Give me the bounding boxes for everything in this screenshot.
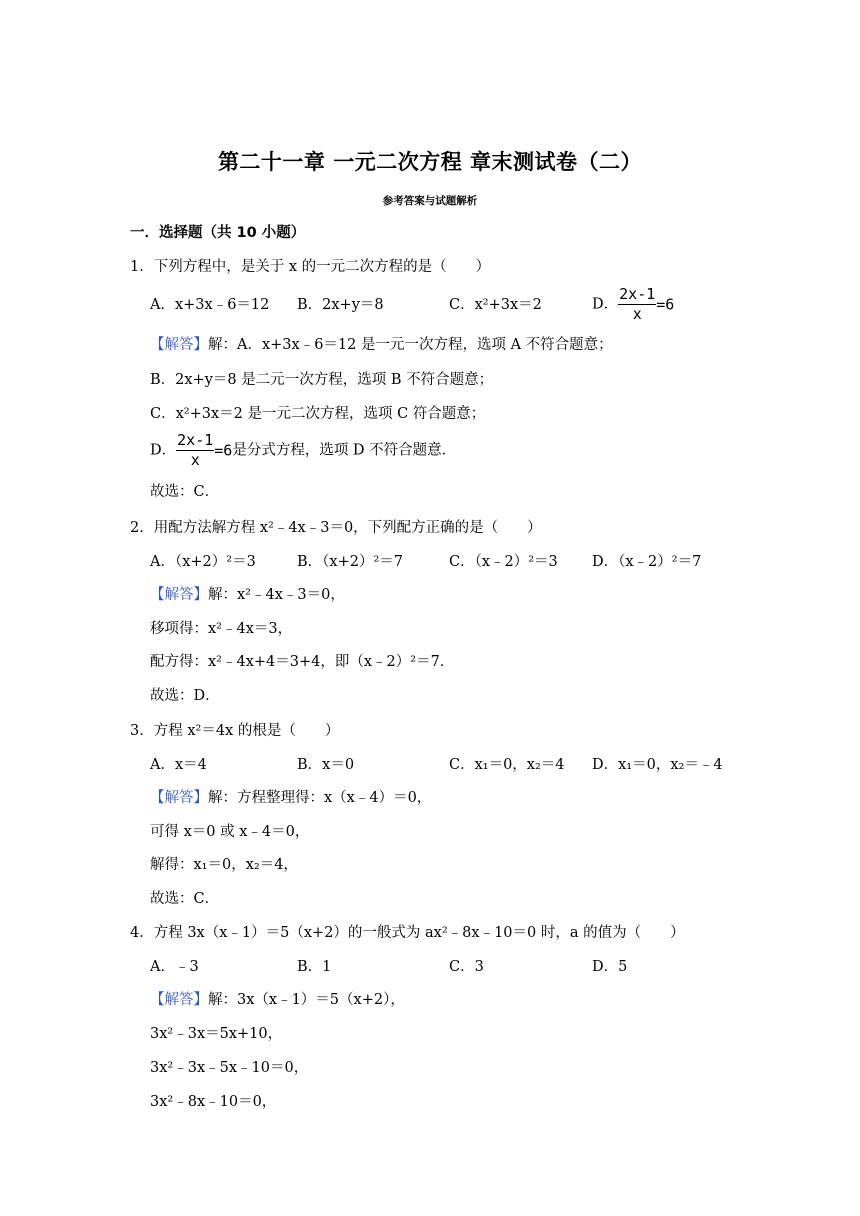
q2-option-b: B．（x+2）²＝7 bbox=[297, 554, 403, 570]
answer-tag: 【解答】 bbox=[150, 587, 208, 603]
answer-tag: 【解答】 bbox=[150, 992, 208, 1008]
q1-conclusion: 故选：C． bbox=[150, 484, 220, 500]
q2-solution-line-2: 移项得：x²﹣4x＝3， bbox=[150, 621, 293, 637]
q2-solution-line-1 bbox=[150, 585, 345, 605]
q1-solution-line-3: C．x²+3x＝2 是一元二次方程，选项 C 符合题意； bbox=[150, 406, 486, 422]
q3-option-b: B．x＝0 bbox=[297, 757, 355, 773]
q2-conclusion: 故选：D． bbox=[150, 688, 220, 704]
solution-text: 解：A．x+3x﹣6＝12 是一元一次方程，选项 A 不符合题意； bbox=[208, 337, 613, 353]
solution-text: 解：x²﹣4x﹣3＝0， bbox=[208, 587, 345, 603]
q1-solution-line-1 bbox=[150, 335, 613, 355]
question-4: 4．方程 3x（x﹣1）＝5（x+2）的一般式为 ax²﹣8x﹣10＝0 时，a 的值为（ ） bbox=[130, 925, 685, 941]
q3-option-d: D．x₁＝0，x₂＝﹣4 bbox=[592, 757, 723, 773]
solution-text: 是分式方程，选项 D 不符合题意． bbox=[232, 442, 457, 459]
q1-option-b: B．2x+y＝8 bbox=[297, 297, 384, 313]
q4-solution-line-3: 3x²﹣3x﹣5x﹣10＝0， bbox=[150, 1060, 309, 1076]
q4-solution-line-1 bbox=[150, 990, 405, 1010]
fraction-equals: =6 bbox=[214, 441, 233, 460]
q2-option-d: D．（x﹣2）²＝7 bbox=[592, 554, 702, 570]
fraction bbox=[176, 432, 214, 469]
q3-option-c: C．x₁＝0，x₂＝4 bbox=[449, 757, 565, 773]
section-heading: 一．选择题（共 10 小题） bbox=[130, 225, 306, 241]
question-1: 1．下列方程中，是关于 x 的一元二次方程的是（ ） bbox=[130, 259, 491, 275]
q4-option-d: D．5 bbox=[592, 959, 628, 975]
question-3: 3．方程 x²＝4x 的根是（ ） bbox=[130, 723, 340, 739]
fraction-denominator: x bbox=[632, 305, 642, 323]
fraction-denominator: x bbox=[190, 451, 200, 469]
fraction bbox=[618, 286, 656, 323]
solution-text: 解：方程整理得：x（x﹣4）＝0， bbox=[208, 790, 432, 806]
solution-text: 解：3x（x﹣1）＝5（x+2）， bbox=[208, 992, 405, 1008]
answer-tag: 【解答】 bbox=[150, 790, 208, 806]
document-subtitle: 参考答案与试题解析 bbox=[382, 195, 478, 207]
q4-solution-line-2: 3x²﹣3x＝5x+10， bbox=[150, 1026, 283, 1042]
question-2: 2．用配方法解方程 x²﹣4x﹣3＝0，下列配方正确的是（ ） bbox=[130, 520, 542, 536]
q1-option-d bbox=[592, 286, 674, 323]
q1-option-a: A．x+3x﹣6＝12 bbox=[150, 297, 270, 313]
q4-option-c: C．3 bbox=[449, 959, 484, 975]
q3-solution-line-3: 解得：x₁＝0，x₂＝4， bbox=[150, 857, 298, 873]
q3-solution-line-1 bbox=[150, 788, 431, 808]
q4-option-a: A．﹣3 bbox=[150, 959, 199, 975]
document-title: 第二十一章 一元二次方程 章末测试卷（二） bbox=[217, 150, 643, 174]
q1-option-c: C．x²+3x＝2 bbox=[449, 297, 542, 313]
q1-solution-line-4 bbox=[150, 432, 456, 469]
fraction-numerator: 2x-1 bbox=[177, 431, 214, 449]
q4-option-b: B．1 bbox=[297, 959, 332, 975]
q3-option-a: A．x＝4 bbox=[150, 757, 207, 773]
q2-option-c: C．（x﹣2）²＝3 bbox=[449, 554, 558, 570]
q1-solution-line-2: B．2x+y＝8 是二元一次方程，选项 B 不符合题意； bbox=[150, 372, 494, 388]
option-label: D． bbox=[150, 442, 177, 459]
q3-solution-line-2: 可得 x＝0 或 x﹣4＝0， bbox=[150, 824, 310, 840]
option-label: D． bbox=[592, 296, 619, 313]
fraction-numerator: 2x-1 bbox=[619, 285, 656, 303]
q2-solution-line-3: 配方得：x²﹣4x+4＝3+4，即（x﹣2）²＝7． bbox=[150, 654, 455, 670]
q2-option-a: A．（x+2）²＝3 bbox=[150, 554, 256, 570]
answer-tag: 【解答】 bbox=[150, 337, 208, 353]
q4-solution-line-4: 3x²﹣8x﹣10＝0， bbox=[150, 1094, 277, 1110]
q3-conclusion: 故选：C． bbox=[150, 891, 220, 907]
fraction-equals: =6 bbox=[656, 295, 675, 314]
